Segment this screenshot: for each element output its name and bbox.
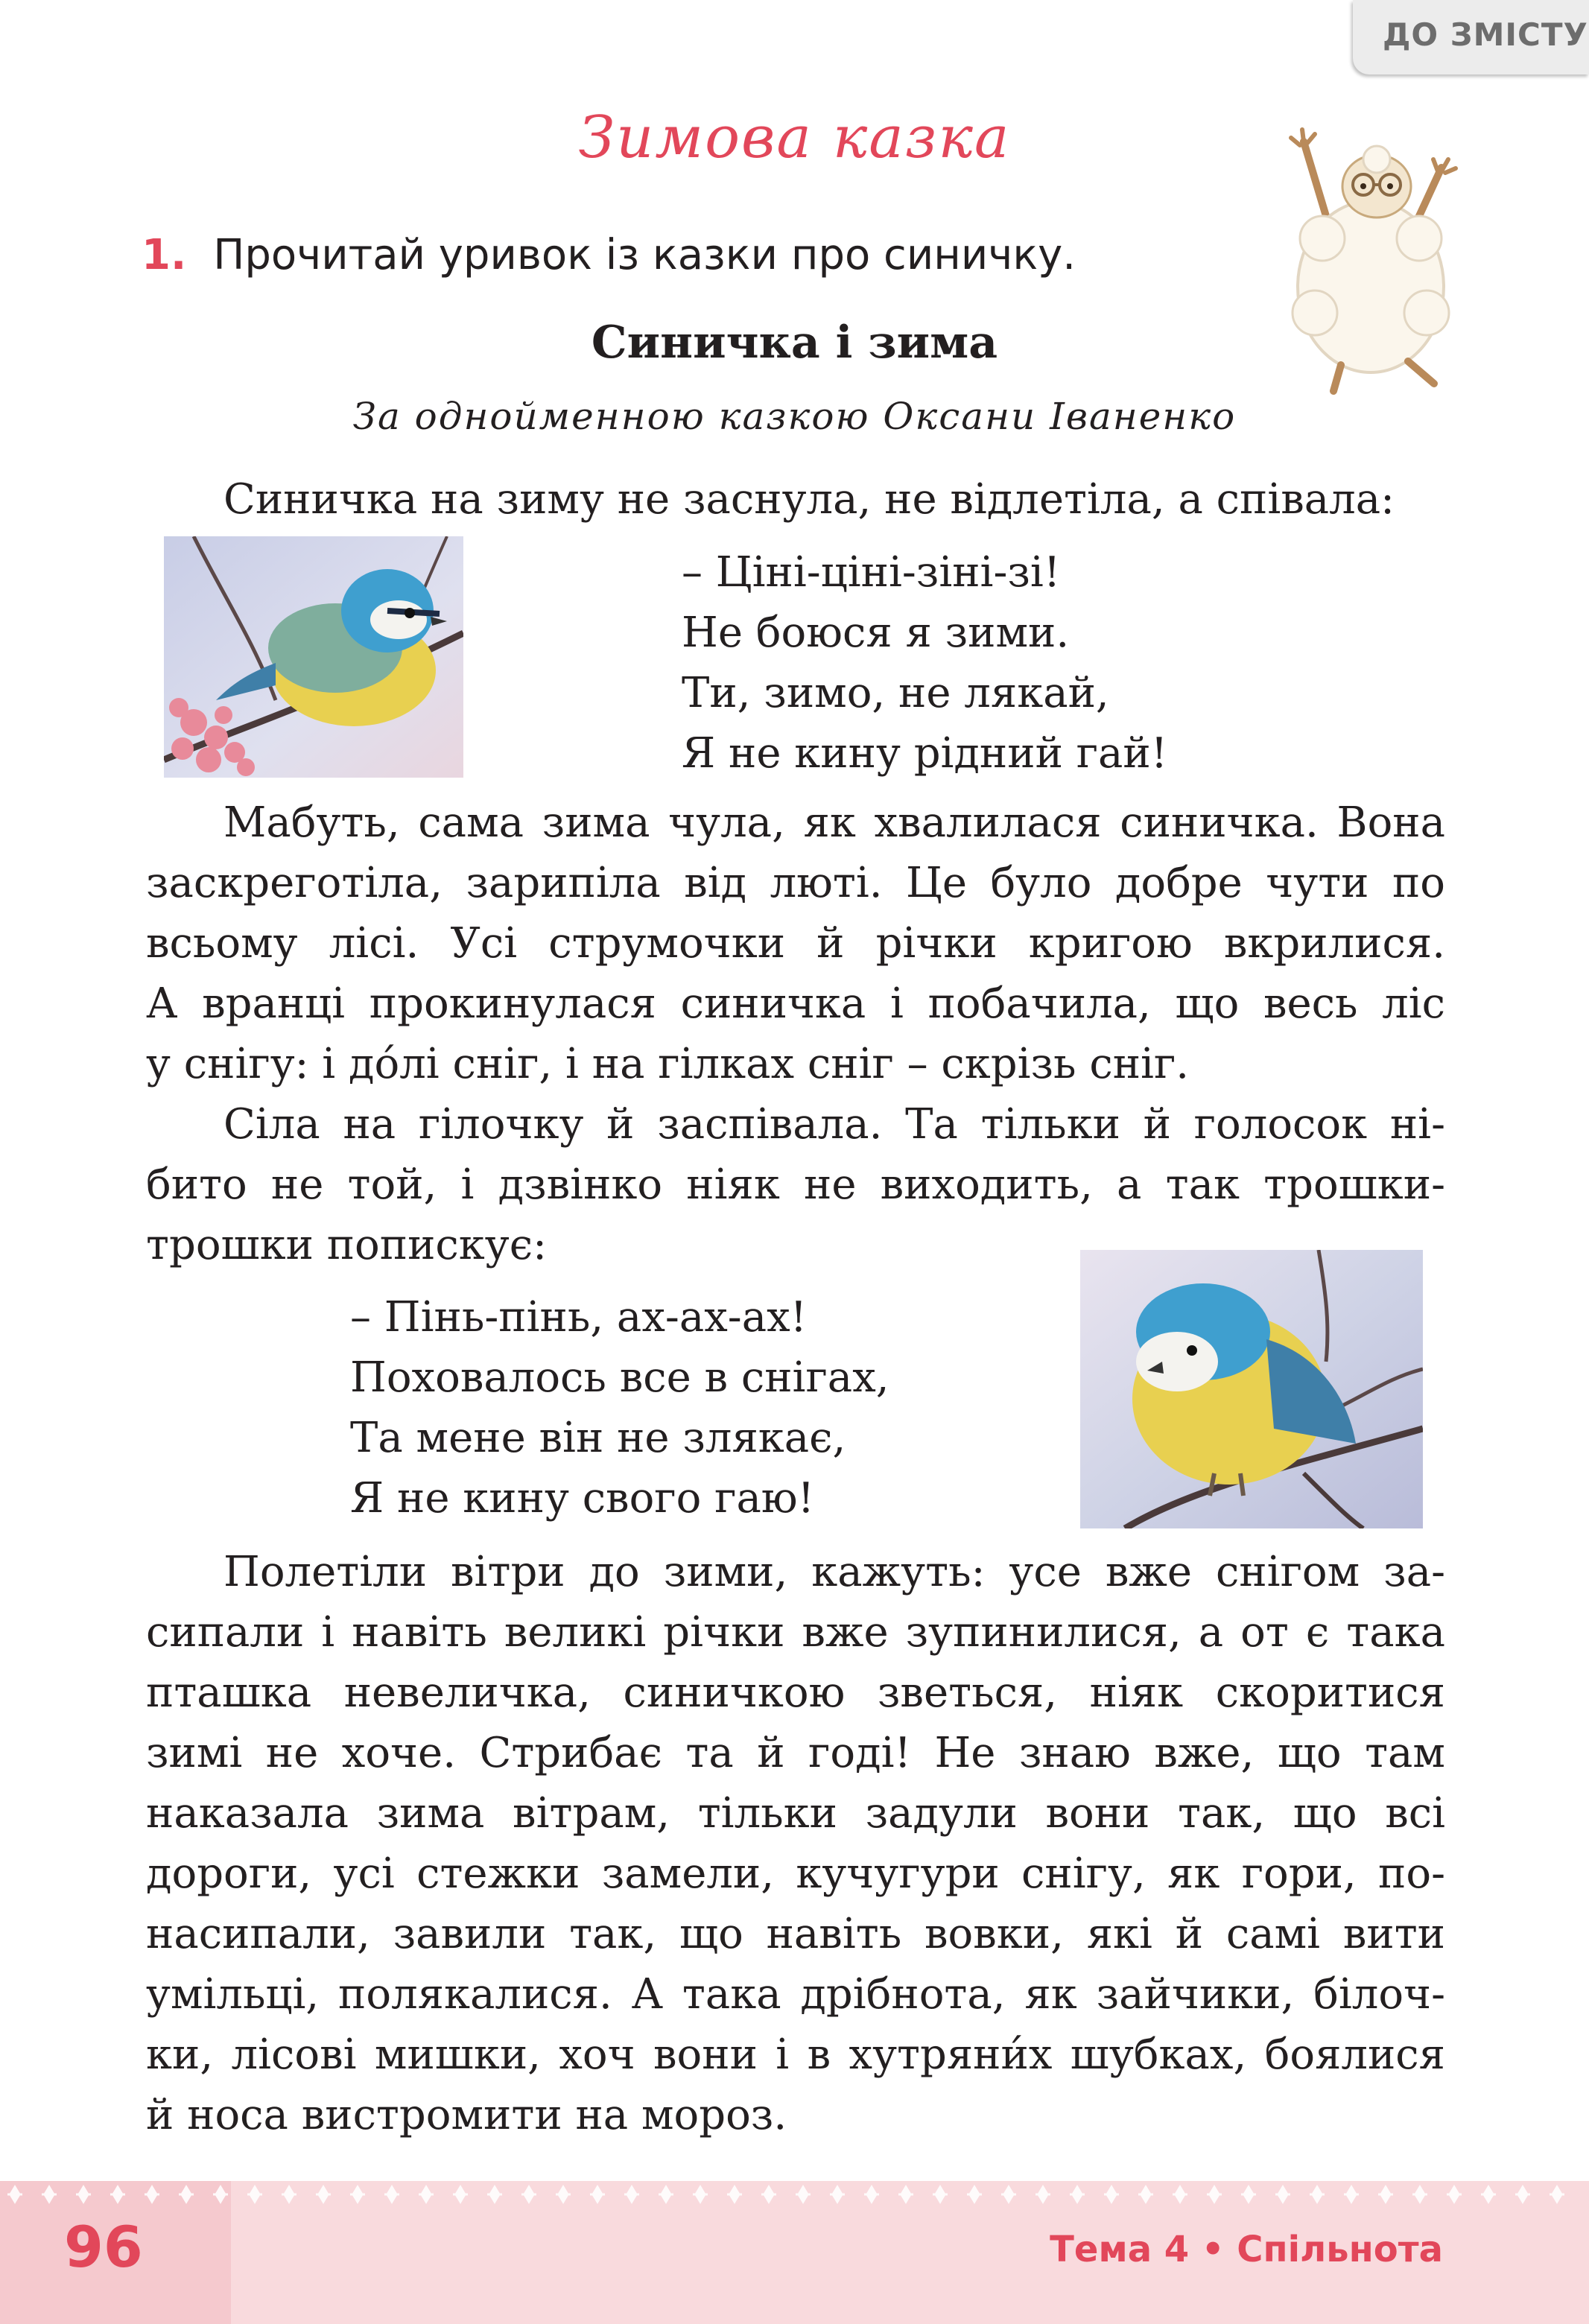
snowflake-ornament [624, 2187, 639, 2202]
story-author: За однойменною казкою Оксани Іваненко [352, 395, 1237, 438]
story-paragraph-2 [146, 793, 1445, 1094]
snowflake-ornament [1515, 2187, 1530, 2202]
paragraph-line: умільці, полякалися. А така дрібнота, як зайчики, білоч- [146, 1970, 1445, 2019]
paragraph-line: трошки попискує: [146, 1221, 547, 1269]
snowflake-ornament [1344, 2187, 1359, 2202]
snowflake-ornament [796, 2187, 811, 2202]
snowflake-ornament [487, 2187, 502, 2202]
paragraph-line: всьому лісі. Усі струмочки й річки кригою вкрилися. [146, 919, 1445, 968]
verse-line: – Ціні-ціні-зіні-зі! [682, 548, 1061, 597]
snowflake-ornament [1001, 2187, 1016, 2202]
snowflake-ornament [1035, 2187, 1050, 2202]
story-paragraph-4 [146, 1542, 1445, 2145]
paragraph-line: А вранці прокинулася синичка і побачила, що весь ліс [146, 980, 1445, 1028]
titmouse-berries-illustration [164, 536, 463, 778]
snowflake-border-ornament [0, 2181, 1589, 2211]
verse-line: Я не кину свого гаю! [350, 1474, 815, 1523]
snowflake-ornament [7, 2187, 22, 2202]
paragraph-line: пташка невеличка, синичкою зветься, ніяк скоритися [146, 1669, 1445, 1717]
paragraph-line: Сіла на гілочку й заспівала. Та тільки й голосок ні- [223, 1100, 1445, 1149]
paragraph-line: ки, лісові мишки, хоч вони і в хутряни́х шубках, боялися [146, 2031, 1445, 2079]
story-title: Синичка і зима [591, 317, 998, 369]
paragraph-line: й носа вистромити на мороз. [146, 2091, 787, 2139]
snowflake-ornament [453, 2187, 468, 2202]
snowflake-ornament [1104, 2187, 1119, 2202]
snowflake-ornament [316, 2187, 331, 2202]
titmouse-branch-illustration [1080, 1250, 1423, 1528]
toc-label: ДО ЗМІСТУ [1383, 16, 1588, 53]
page-number: 96 [64, 2214, 143, 2280]
snowflake-ornament [693, 2187, 708, 2202]
section-title: Зимова казка [578, 104, 1011, 171]
snowflake-ornament [761, 2187, 776, 2202]
footer-topic: Тема 4 • Спільнота [1050, 2229, 1443, 2270]
snowflake-ornament [830, 2187, 845, 2202]
verse-2 [350, 1287, 889, 1528]
snowflake-ornament [1550, 2187, 1564, 2202]
snowflake-ornament [659, 2187, 673, 2202]
paragraph-line: наказала зима вітрам, тільки задули вони так, що всі [146, 1789, 1445, 1838]
paragraph-line: насипали, завили так, що навіть вовки, які й самі вити [146, 1910, 1445, 1958]
paragraph-line: бито не той, і дзвінко ніяк не виходить, а так трошки- [146, 1161, 1445, 1209]
snowflake-ornament [1138, 2187, 1153, 2202]
snowflake-ornament [1173, 2187, 1187, 2202]
toc-button[interactable] [1353, 0, 1589, 74]
paragraph-line: заскреготіла, зарипіла від люті. Це було добре чути по [146, 859, 1445, 907]
task-text: Прочитай уривок із казки про синичку. [213, 231, 1076, 279]
snowflake-ornament [1070, 2187, 1085, 2202]
snowflake-ornament [282, 2187, 296, 2202]
snowflake-ornament [1310, 2187, 1325, 2202]
snowflake-ornament [1447, 2187, 1462, 2202]
snowflake-ornament [556, 2187, 571, 2202]
snowflake-ornament [1275, 2187, 1290, 2202]
verse-line: Я не кину рідний гай! [682, 729, 1168, 778]
task-instruction [142, 231, 1076, 279]
snowflake-ornament [350, 2187, 365, 2202]
snowflake-ornament [967, 2187, 982, 2202]
story-intro-line: Синичка на зиму не заснула, не відлетіла, а співала: [223, 475, 1395, 524]
snowflake-ornament [933, 2187, 948, 2202]
task-number: 1. [142, 231, 187, 279]
verse-line: Та мене він не злякає, [350, 1414, 846, 1462]
paragraph-line: Полетіли вітри до зими, кажуть: усе вже снігом за- [223, 1548, 1445, 1596]
snowflake-ornament [145, 2187, 159, 2202]
verse-line: Не боюся я зими. [682, 609, 1070, 657]
snowflake-ornament [727, 2187, 742, 2202]
snowflake-ornament [76, 2187, 91, 2202]
snowflake-ornament [521, 2187, 536, 2202]
paragraph-line: зимі не хоче. Стрибає та й годі! Не знаю вже, що там [146, 1729, 1445, 1777]
story-paragraph-3 [146, 1094, 1445, 1275]
verse-line: Ти, зимо, не лякай, [682, 669, 1109, 717]
snowflake-ornament [1378, 2187, 1393, 2202]
snowflake-ornament [1412, 2187, 1427, 2202]
paragraph-line: Мабуть, сама зима чула, як хвалилася синичка. Вона [223, 799, 1445, 847]
paragraph-line: у снігу: і до́лі сніг, і на гілках сніг – скрізь сніг. [146, 1040, 1190, 1088]
snowflake-ornament [1481, 2187, 1496, 2202]
snowflake-ornament [590, 2187, 605, 2202]
snowflake-ornament [898, 2187, 913, 2202]
verse-1 [682, 542, 1167, 784]
verse-line: Поховалось все в снігах, [350, 1353, 889, 1402]
snowflake-ornament [247, 2187, 262, 2202]
snowflake-ornament [384, 2187, 399, 2202]
verse-line: – Пінь-пінь, ах-ах-ах! [350, 1293, 808, 1342]
paragraph-line: сипали і навіть великі річки вже зупинилися, а от є така [146, 1608, 1445, 1657]
snowflake-ornament [110, 2187, 125, 2202]
snowflake-ornament [1207, 2187, 1222, 2202]
snowflake-ornament [213, 2187, 228, 2202]
paragraph-line: дороги, усі стежки замели, кучугури снігу, як гори, по- [146, 1850, 1445, 1898]
snowflake-ornament [419, 2187, 434, 2202]
snowflake-ornament [864, 2187, 879, 2202]
snowflake-ornament [1241, 2187, 1256, 2202]
snowflake-ornament [179, 2187, 194, 2202]
snowflake-ornament [42, 2187, 57, 2202]
